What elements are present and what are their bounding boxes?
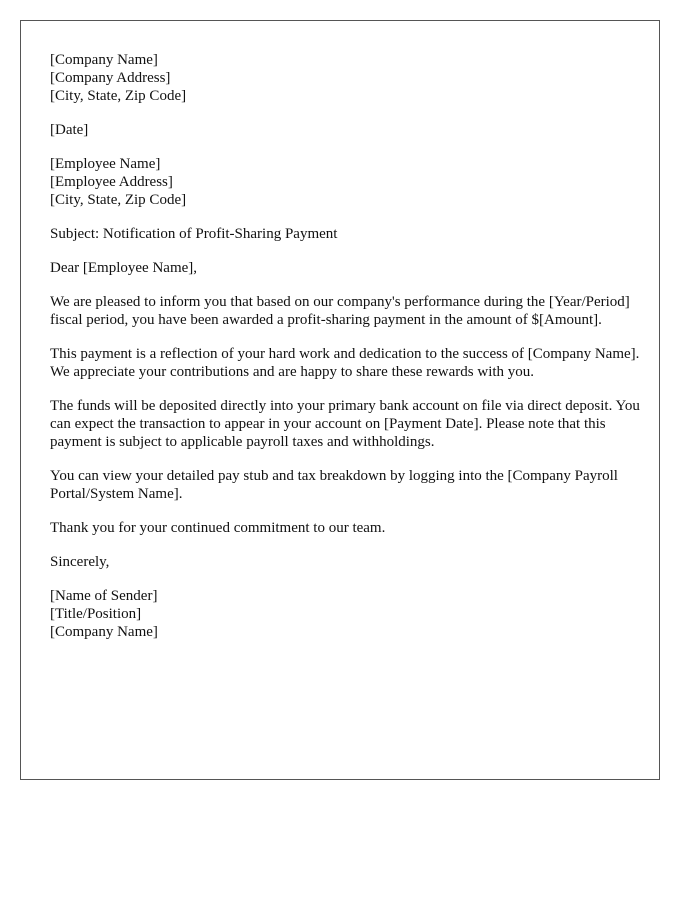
recipient-employee-address: [Employee Address] [50, 174, 173, 190]
sender-company-name: [Company Name] [50, 52, 158, 68]
letter-page [20, 20, 660, 780]
salutation [50, 259, 640, 277]
subject-text: Subject: Notification of Profit-Sharing Payment [50, 226, 338, 242]
letter-content [50, 51, 640, 657]
signature-company: [Company Name] [50, 624, 158, 640]
body-paragraph-1: We are pleased to inform you that based on our company's performance during the [Year/Period] fiscal period, you have been awarded a profit-sharing payment in the amount of $[Amount]. [50, 294, 630, 328]
signature-title: [Title/Position] [50, 606, 142, 622]
signature-name: [Name of Sender] [50, 588, 158, 604]
signature-block [50, 587, 640, 641]
date-text: [Date] [50, 122, 89, 138]
closing [50, 553, 640, 571]
letter-date [50, 121, 640, 139]
body-paragraph-2: This payment is a reflection of your hard work and dedication to the success of [Company Name]. We appreciate your contributions and are happy to share these rewards with you. [50, 346, 640, 380]
closing-text: Sincerely, [50, 554, 110, 570]
body-paragraph-4: You can view your detailed pay stub and tax breakdown by logging into the [Company Payroll Portal/System Name]. [50, 468, 618, 502]
recipient-city-state-zip: [City, State, Zip Code] [50, 192, 187, 208]
body-paragraph-3: The funds will be deposited directly into your primary bank account on file via direct deposit. You can expect the transaction to appear in your account on [Payment Date]. Please note that this payment is subject to applicable payroll taxes and withholdings. [50, 398, 640, 450]
sender-city-state-zip: [City, State, Zip Code] [50, 88, 187, 104]
recipient-employee-name: [Employee Name] [50, 156, 161, 172]
sender-address-block [50, 51, 640, 105]
recipient-address-block [50, 155, 640, 209]
subject-line [50, 225, 640, 243]
body-paragraph-5: Thank you for your continued commitment to our team. [50, 520, 386, 536]
salutation-text: Dear [Employee Name], [50, 260, 198, 276]
sender-company-address: [Company Address] [50, 70, 171, 86]
